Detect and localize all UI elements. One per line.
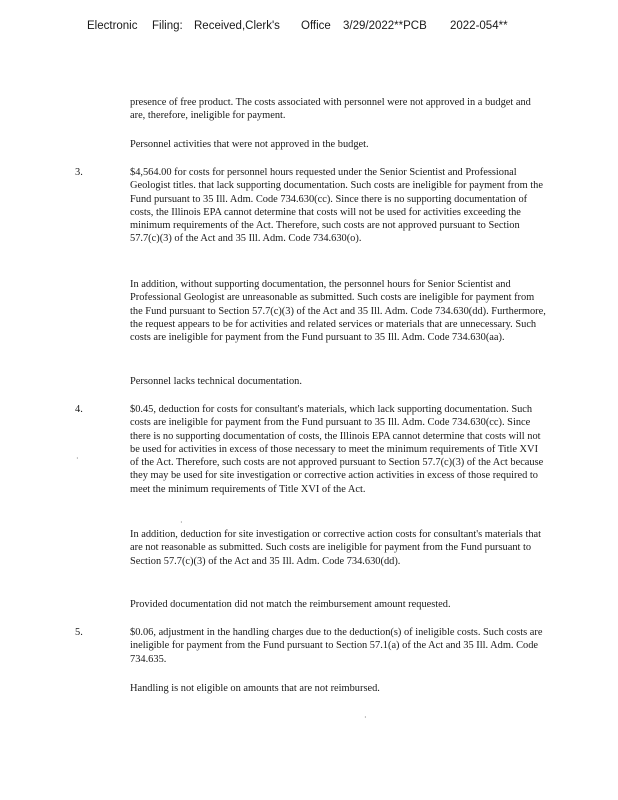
header-office: Office — [301, 20, 331, 32]
filing-header — [87, 20, 508, 104]
scan-speck: · — [180, 518, 183, 527]
item-number-3: 3. — [75, 167, 83, 178]
header-filing: Filing: — [152, 20, 183, 32]
item-4-text: $0.45, deduction for costs for consultant's materials, which lack supporting documentation. Such costs are ineligible for payment from the Fund pursuant to 35 Ill. Adm. Code 734.630(cc). Since there is no supporting documentation of costs, the Illinois EPA cannot determine that costs will not be used for activities in excess of those necessary to meet the minimum requirements of Title XVI of the Act. Therefore, such costs are not approved pursuant to Section 57.7(c)(3) of the Act because they may be used for site investigation or corrective action activities in excess of those required to meet the minimum requirements of Title XVI of the Act. — [130, 404, 544, 495]
paragraph-item-4-note: Provided documentation did not match the reimbursement amount requested. — [130, 599, 451, 610]
paragraph-item-4-addition: In addition, deduction for site investigation or corrective action costs for consultant's materials that are not reasonable as submitted. Such costs are ineligible for payment from the Fund pursuant to Section 57.7(c)(3) of the Act and 35 Ill. Adm. Code 734.630(dd). — [130, 529, 542, 567]
header-received: Received,Clerk's — [194, 20, 280, 32]
paragraph-free-product: presence of free product. The costs associated with personnel were not approved in a budget and are, therefore, ineligible for payment. — [130, 97, 531, 122]
item-number-4: 4. — [75, 404, 83, 415]
paragraph-item-3-addition: In addition, without supporting documentation, the personnel hours for Senior Scientist and Professional Geologist are unreasonable as submitted. Such costs are ineligible for payment from the Fund pursuant to Section 57.7(c)(3) of the Act and 35 Ill. Adm. Code 734.630(dd). Furthermore, the request appears to be for activities and related services or materials that are unnecessary. Such costs are ineligible for payment from the Fund pursuant to 35 Ill. Adm. Code 734.630(aa). — [130, 279, 546, 344]
header-electronic: Electronic — [87, 20, 138, 32]
paragraph-item-5-note: Handling is not eligible on amounts that are not reimbursed. — [130, 683, 380, 694]
item-number-5: 5. — [75, 627, 83, 638]
paragraph-item-3-note: Personnel lacks technical documentation. — [130, 376, 302, 387]
item-5-text: $0.06, adjustment in the handling charges due to the deduction(s) of ineligible costs. Such costs are ineligible for payment from the Fund pursuant to Section 57.1(a) of the Act and 35 Ill. Adm. Code 734.635. — [130, 627, 543, 665]
paragraph-personnel-activities: Personnel activities that were not approved in the budget. — [130, 139, 369, 150]
header-date: 3/29/2022**PCB — [343, 20, 427, 32]
item-3-text: $4,564.00 for costs for personnel hours requested under the Senior Scientist and Professional Geologist titles. that lack supporting documentation. Such costs are ineligible for payment from the Fund pursuant to 35 Ill. Adm. Code 734.630(cc). Since there is no supporting documentation of costs, the Illinois EPA cannot determine that costs will not be used for activities exceeding the minimum requirements of the Act. Therefore, such costs are not approved pursuant to Section 57.7(c)(3) of the Act and 35 Ill. Adm. Code 734.630(o). — [130, 167, 543, 245]
scan-speck: · — [364, 713, 367, 722]
header-docket: 2022-054** — [450, 20, 508, 32]
scan-speck: · — [76, 454, 79, 463]
